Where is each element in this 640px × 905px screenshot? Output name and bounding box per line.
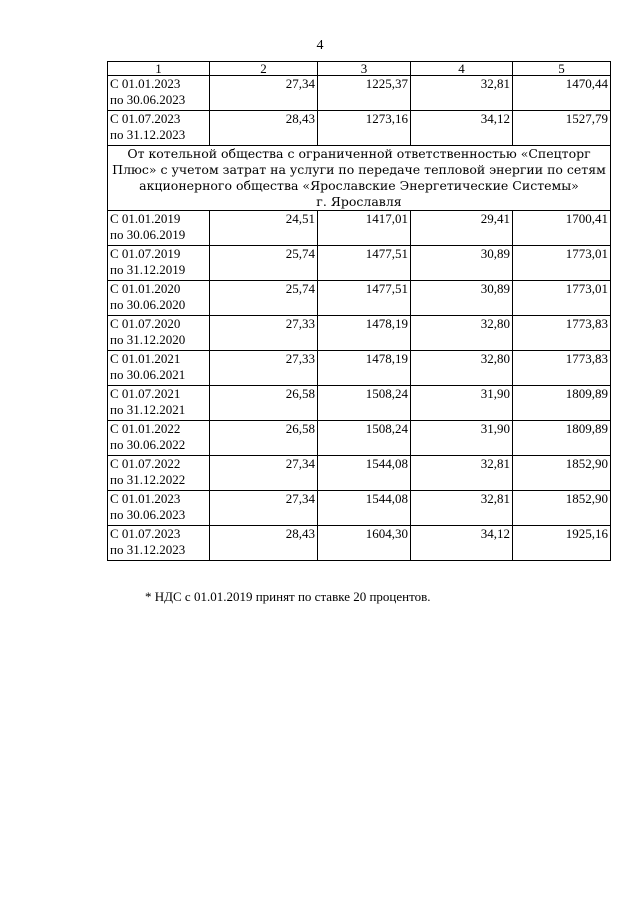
- period-end: по 30.06.2019: [110, 227, 186, 242]
- page-number: 4: [316, 38, 324, 53]
- period-start: С 01.07.2019: [110, 246, 181, 261]
- period-cell: [108, 351, 210, 386]
- period-cell: [108, 421, 210, 456]
- section-title: [108, 146, 611, 211]
- value-cell-col4: 31,90: [411, 386, 513, 421]
- period-cell: [108, 316, 210, 351]
- table-row: [108, 386, 611, 421]
- value-cell-col4: 32,81: [411, 456, 513, 491]
- value-cell-col2: 26,58: [210, 421, 318, 456]
- value-cell-col5: 1773,83: [513, 351, 611, 386]
- value-cell-col2: 27,34: [210, 76, 318, 111]
- table-row: [108, 111, 611, 146]
- value-cell-col3: 1544,08: [318, 456, 411, 491]
- value-cell-col2: 28,43: [210, 526, 318, 561]
- value-cell-col4: 30,89: [411, 281, 513, 316]
- period-end: по 31.12.2023: [110, 542, 186, 557]
- value-cell-col4: 30,89: [411, 246, 513, 281]
- header-row: [108, 62, 611, 76]
- value-cell-col4: 34,12: [411, 526, 513, 561]
- column-header-1: 1: [108, 62, 210, 76]
- period-end: по 30.06.2023: [110, 92, 186, 107]
- table-row: [108, 316, 611, 351]
- value-cell-col2: 26,58: [210, 386, 318, 421]
- period-start: С 01.01.2020: [110, 281, 181, 296]
- value-cell-col2: 27,34: [210, 491, 318, 526]
- period-end: по 31.12.2021: [110, 402, 186, 417]
- period-start: С 01.07.2023: [110, 111, 181, 126]
- period-cell: [108, 386, 210, 421]
- footnote: * НДС с 01.01.2019 принят по ставке 20 процентов.: [145, 589, 431, 604]
- table-row: [108, 421, 611, 456]
- value-cell-col2: 24,51: [210, 211, 318, 246]
- value-cell-col3: 1478,19: [318, 316, 411, 351]
- value-cell-col5: 1773,01: [513, 281, 611, 316]
- value-cell-col4: 34,12: [411, 111, 513, 146]
- period-start: С 01.01.2023: [110, 76, 181, 91]
- table-row: [108, 76, 611, 111]
- period-end: по 31.12.2022: [110, 472, 186, 487]
- value-cell-col3: 1508,24: [318, 421, 411, 456]
- table-row: [108, 211, 611, 246]
- table-row: [108, 246, 611, 281]
- value-cell-col2: 28,43: [210, 111, 318, 146]
- value-cell-col5: 1470,44: [513, 76, 611, 111]
- period-cell: [108, 281, 210, 316]
- period-end: по 30.06.2020: [110, 297, 186, 312]
- value-cell-col2: 25,74: [210, 281, 318, 316]
- value-cell-col3: 1508,24: [318, 386, 411, 421]
- value-cell-col5: 1809,89: [513, 386, 611, 421]
- column-header-2: 2: [210, 62, 318, 76]
- value-cell-col4: 31,90: [411, 421, 513, 456]
- value-cell-col5: 1852,90: [513, 456, 611, 491]
- value-cell-col5: 1852,90: [513, 491, 611, 526]
- table-row: [108, 491, 611, 526]
- period-start: С 01.01.2019: [110, 211, 181, 226]
- table-row: [108, 456, 611, 491]
- period-start: С 01.01.2022: [110, 421, 181, 436]
- value-cell-col3: 1477,51: [318, 246, 411, 281]
- period-cell: [108, 246, 210, 281]
- period-start: С 01.07.2020: [110, 316, 181, 331]
- period-start: С 01.01.2023: [110, 491, 181, 506]
- section-row: [108, 146, 611, 211]
- value-cell-col4: 29,41: [411, 211, 513, 246]
- value-cell-col5: 1773,01: [513, 246, 611, 281]
- period-end: по 30.06.2021: [110, 367, 186, 382]
- period-cell: [108, 211, 210, 246]
- value-cell-col5: 1700,41: [513, 211, 611, 246]
- period-start: С 01.07.2022: [110, 456, 181, 471]
- value-cell-col2: 27,33: [210, 316, 318, 351]
- table-row: [108, 526, 611, 561]
- period-cell: [108, 456, 210, 491]
- table-row: [108, 351, 611, 386]
- value-cell-col5: 1773,83: [513, 316, 611, 351]
- column-header-5: 5: [513, 62, 611, 76]
- column-header-3: 3: [318, 62, 411, 76]
- section-title-line: Плюс» с учетом затрат на услуги по передаче тепловой энергии по сетям: [112, 162, 606, 177]
- value-cell-col3: 1225,37: [318, 76, 411, 111]
- period-start: С 01.01.2021: [110, 351, 181, 366]
- period-cell: [108, 491, 210, 526]
- tariff-table: [107, 61, 611, 561]
- table-row: [108, 281, 611, 316]
- period-end: по 31.12.2020: [110, 332, 186, 347]
- value-cell-col3: 1477,51: [318, 281, 411, 316]
- period-end: по 30.06.2023: [110, 507, 186, 522]
- value-cell-col5: 1925,16: [513, 526, 611, 561]
- period-cell: [108, 526, 210, 561]
- value-cell-col4: 32,81: [411, 76, 513, 111]
- column-header-4: 4: [411, 62, 513, 76]
- value-cell-col2: 25,74: [210, 246, 318, 281]
- value-cell-col3: 1417,01: [318, 211, 411, 246]
- value-cell-col5: 1809,89: [513, 421, 611, 456]
- value-cell-col3: 1544,08: [318, 491, 411, 526]
- period-cell: [108, 111, 210, 146]
- period-end: по 31.12.2019: [110, 262, 186, 277]
- table-header: [108, 62, 611, 76]
- section-title-line: акционерного общества «Ярославские Энергетические Системы»: [139, 178, 579, 193]
- value-cell-col3: 1604,30: [318, 526, 411, 561]
- section-title-line: г. Ярославля: [316, 194, 402, 209]
- value-cell-col3: 1478,19: [318, 351, 411, 386]
- value-cell-col3: 1273,16: [318, 111, 411, 146]
- value-cell-col4: 32,81: [411, 491, 513, 526]
- value-cell-col2: 27,33: [210, 351, 318, 386]
- value-cell-col2: 27,34: [210, 456, 318, 491]
- period-start: С 01.07.2021: [110, 386, 181, 401]
- period-start: С 01.07.2023: [110, 526, 181, 541]
- period-end: по 31.12.2023: [110, 127, 186, 142]
- value-cell-col4: 32,80: [411, 351, 513, 386]
- value-cell-col4: 32,80: [411, 316, 513, 351]
- period-end: по 30.06.2022: [110, 437, 186, 452]
- table-body: [108, 76, 611, 561]
- value-cell-col5: 1527,79: [513, 111, 611, 146]
- period-cell: [108, 76, 210, 111]
- section-title-line: От котельной общества с ограниченной ответственностью «Спецторг: [127, 146, 591, 161]
